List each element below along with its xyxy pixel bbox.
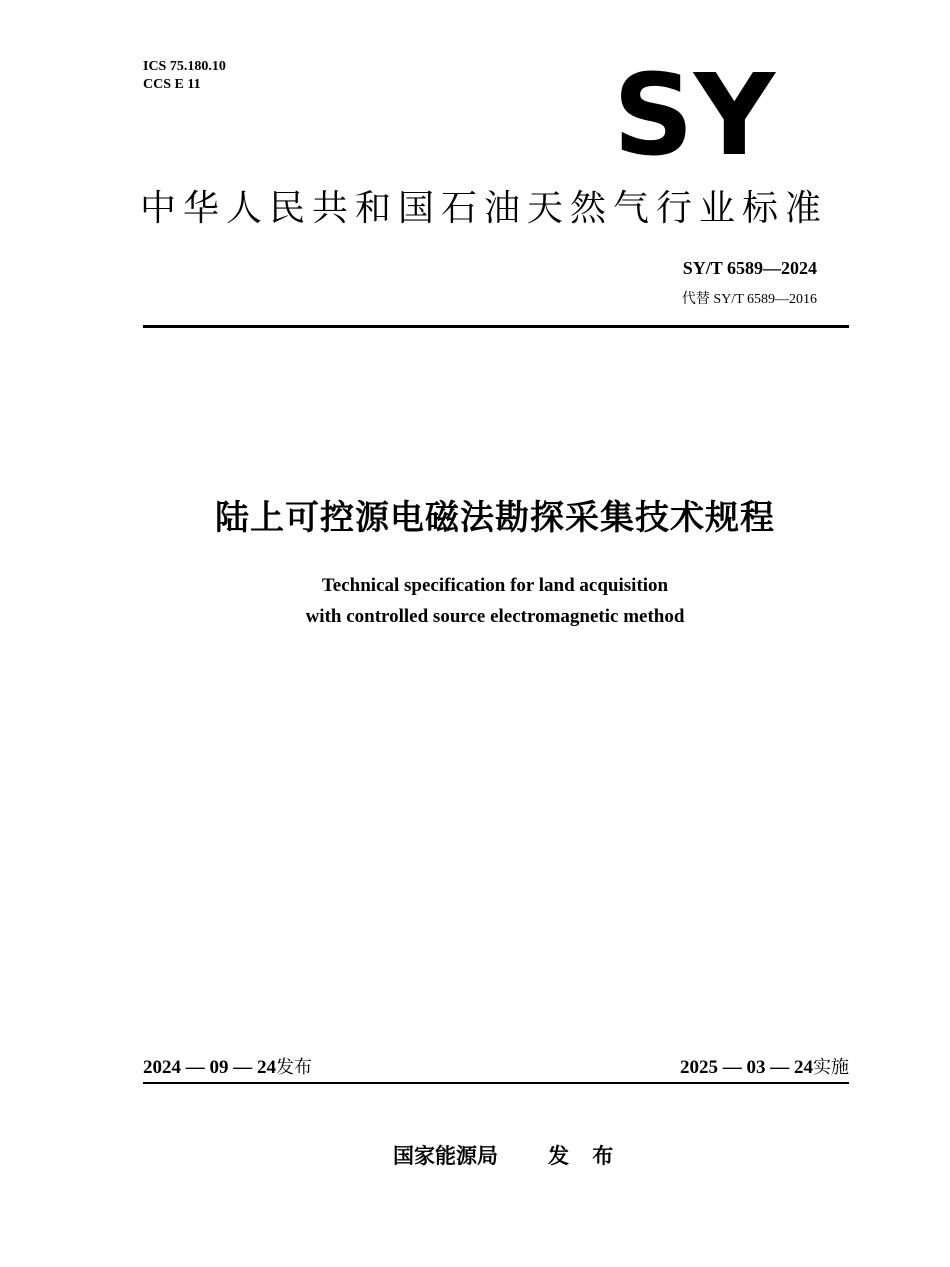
english-title-line-1: Technical specification for land acquisition [321,575,669,596]
sy-logo [612,62,777,160]
ccs-code: CCS E 11 [143,77,201,92]
issue-date: 2024 — 09 — 24 [143,1057,276,1078]
replaced-standard: 代替 SY/T 6589—2016 [681,292,817,307]
standard-number: SY/T 6589—2024 [682,258,817,278]
issue-date-block [143,1053,312,1079]
english-title [0,570,950,632]
english-title-line-2: with controlled source electromagnetic method [305,606,685,627]
classification-block [143,58,226,94]
header-divider [143,325,849,328]
publisher-name: 国家能源局 [393,1144,498,1168]
chinese-title: 陆上可控源电磁法勘探采集技术规程 [215,498,775,538]
effective-date: 2025 — 03 — 24 [680,1057,813,1078]
effective-label: 实施 [813,1057,849,1078]
issue-label: 发布 [276,1057,312,1078]
sy-logo-text: SY [613,62,777,160]
publish-label: 发 布 [548,1144,622,1168]
standard-category-title: 中华人民共和国石油天然气行业标准 [140,188,829,229]
ics-code: ICS 75.180.10 [143,59,226,74]
effective-date-block [680,1053,849,1079]
footer-divider [143,1082,849,1084]
